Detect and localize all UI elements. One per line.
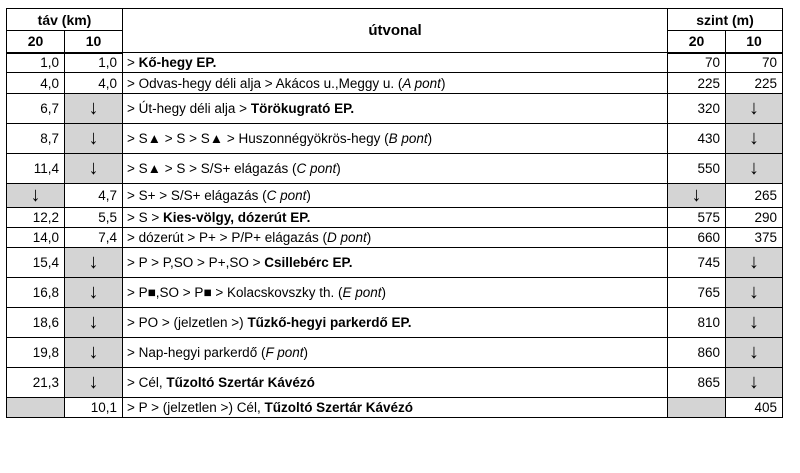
distance-20-cell: 21,3 — [7, 368, 65, 398]
route-checkpoint-label: A pont — [402, 75, 441, 91]
elevation-20-header: 20 — [668, 31, 726, 53]
distance-10-cell: 4,0 — [65, 73, 123, 94]
elevation-10-cell: 225 — [726, 73, 783, 94]
distance-20-header: 20 — [7, 31, 65, 53]
route-checkpoint-label: B pont — [388, 131, 428, 146]
distance-20-cell: 16,8 — [7, 278, 65, 308]
route-text: ) — [306, 188, 311, 203]
route-text: > dózerút > P+ > P/P+ elágazás ( — [127, 230, 328, 245]
elevation-20-cell: ↓ — [668, 184, 726, 208]
elevation-header: szint (m) — [668, 9, 783, 31]
route-text: ) — [440, 75, 446, 91]
elevation-10-cell: ↓ — [726, 124, 783, 154]
route-waypoint-bold: Kő-hegy EP. — [138, 55, 217, 70]
elevation-20-cell: 865 — [668, 368, 726, 398]
route-cell — [123, 73, 668, 94]
distance-20-cell: 19,8 — [7, 338, 65, 368]
table-row — [7, 308, 783, 338]
route-cell — [123, 228, 668, 248]
distance-10-cell: ↓ — [65, 124, 123, 154]
route-text: ) — [427, 131, 433, 146]
distance-10-cell: 5,5 — [65, 208, 123, 228]
distance-10-cell: ↓ — [65, 248, 123, 278]
route-text: > Cél, — [127, 375, 167, 390]
distance-20-cell: 12,2 — [7, 208, 65, 228]
table-row — [7, 398, 783, 418]
route-text: > Nap-hegyi parkerdő ( — [127, 345, 266, 360]
distance-10-header: 10 — [65, 31, 123, 53]
elevation-10-cell: ↓ — [726, 248, 783, 278]
route-waypoint-bold: Tűzkő-hegyi parkerdő EP. — [247, 315, 412, 330]
route-text: > S+ > S/S+ elágazás ( — [127, 188, 267, 203]
table-row — [7, 248, 783, 278]
route-cell — [123, 208, 668, 228]
distance-header: táv (km) — [7, 9, 123, 31]
elevation-10-cell: 290 — [726, 208, 783, 228]
elevation-10-cell: ↓ — [726, 154, 783, 184]
route-text: ) — [303, 345, 308, 360]
distance-20-cell: 15,4 — [7, 248, 65, 278]
distance-10-cell: ↓ — [65, 278, 123, 308]
route-text: > S▲ > S > S▲ > Huszonnégyökrös-hegy ( — [127, 131, 389, 146]
table-row — [7, 124, 783, 154]
elevation-20-cell: 70 — [668, 53, 726, 73]
distance-20-cell: 14,0 — [7, 228, 65, 248]
elevation-20-cell: 810 — [668, 308, 726, 338]
route-table — [6, 8, 783, 418]
elevation-20-cell: 320 — [668, 94, 726, 124]
distance-10-cell: ↓ — [65, 368, 123, 398]
route-header: útvonal — [123, 9, 668, 53]
table-row — [7, 184, 783, 208]
elevation-20-cell — [668, 398, 726, 418]
distance-10-cell: 10,1 — [65, 398, 123, 418]
route-text: > S > — [127, 210, 164, 225]
route-text: ) — [336, 161, 341, 176]
route-checkpoint-label: C pont — [296, 161, 337, 176]
distance-20-cell: 8,7 — [7, 124, 65, 154]
elevation-20-cell: 745 — [668, 248, 726, 278]
route-cell — [123, 154, 668, 184]
route-cell — [123, 53, 668, 73]
table-row — [7, 278, 783, 308]
elevation-20-cell: 225 — [668, 73, 726, 94]
elevation-10-header: 10 — [726, 31, 783, 53]
elevation-20-cell: 765 — [668, 278, 726, 308]
elevation-10-cell: 70 — [726, 53, 783, 73]
table-row — [7, 154, 783, 184]
route-cell — [123, 278, 668, 308]
elevation-20-cell: 550 — [668, 154, 726, 184]
route-text: > P■,SO > P■ > Kolacskovszky th. ( — [127, 285, 343, 300]
distance-10-cell: ↓ — [65, 154, 123, 184]
table-row — [7, 94, 783, 124]
route-cell — [123, 184, 668, 208]
distance-10-cell: ↓ — [65, 308, 123, 338]
route-checkpoint-label: E pont — [342, 285, 382, 300]
table-row — [7, 368, 783, 398]
elevation-10-cell: ↓ — [726, 368, 783, 398]
route-cell — [123, 248, 668, 278]
distance-10-cell: ↓ — [65, 94, 123, 124]
route-cell — [123, 94, 668, 124]
distance-20-cell: 4,0 — [7, 73, 65, 94]
route-cell — [123, 398, 668, 418]
route-cell — [123, 338, 668, 368]
route-cell — [123, 368, 668, 398]
route-waypoint-bold: Tűzoltó Szertár Kávézó — [264, 400, 413, 415]
elevation-20-cell: 860 — [668, 338, 726, 368]
route-cell — [123, 308, 668, 338]
distance-20-cell: 6,7 — [7, 94, 65, 124]
route-waypoint-bold: Kies-völgy, dózerút EP. — [163, 210, 311, 225]
route-text: ) — [381, 285, 387, 300]
route-text: > S▲ > S > S/S+ elágazás ( — [127, 161, 297, 176]
distance-20-cell: 1,0 — [7, 53, 65, 73]
route-checkpoint-label: F pont — [265, 345, 304, 360]
elevation-10-cell: ↓ — [726, 94, 783, 124]
table-row — [7, 338, 783, 368]
distance-20-cell: 18,6 — [7, 308, 65, 338]
route-text: > Út-hegy déli alja > — [127, 101, 251, 116]
route-text: > — [127, 55, 139, 70]
route-text: > PO > (jelzetlen >) — [127, 315, 248, 330]
elevation-10-cell: 405 — [726, 398, 783, 418]
elevation-10-cell: ↓ — [726, 308, 783, 338]
elevation-10-cell: ↓ — [726, 278, 783, 308]
table-row — [7, 208, 783, 228]
route-cell — [123, 124, 668, 154]
route-checkpoint-label: C pont — [266, 188, 307, 203]
distance-20-cell: 11,4 — [7, 154, 65, 184]
route-text: > P > P,SO > P+,SO > — [127, 255, 265, 270]
elevation-10-cell: 375 — [726, 228, 783, 248]
route-checkpoint-label: D pont — [327, 230, 367, 245]
route-waypoint-bold: Törökugrató EP. — [250, 101, 355, 116]
elevation-10-cell: ↓ — [726, 338, 783, 368]
elevation-20-cell: 575 — [668, 208, 726, 228]
elevation-20-cell: 660 — [668, 228, 726, 248]
distance-10-cell: ↓ — [65, 338, 123, 368]
route-text: > P > (jelzetlen >) Cél, — [127, 400, 265, 415]
table-row — [7, 228, 783, 248]
table-row — [7, 73, 783, 94]
distance-20-cell: ↓ — [7, 184, 65, 208]
distance-10-cell: 7,4 — [65, 228, 123, 248]
distance-10-cell: 4,7 — [65, 184, 123, 208]
distance-20-cell — [7, 398, 65, 418]
route-waypoint-bold: Csillebérc EP. — [264, 255, 353, 270]
route-waypoint-bold: Tűzoltó Szertár Kávézó — [166, 375, 315, 390]
elevation-20-cell: 430 — [668, 124, 726, 154]
table-row — [7, 53, 783, 73]
distance-10-cell: 1,0 — [65, 53, 123, 73]
route-text: ) — [366, 230, 372, 245]
route-rows — [7, 53, 783, 418]
elevation-10-cell: 265 — [726, 184, 783, 208]
route-text: > Odvas-hegy déli alja > Akácos u.,Meggy u. ( — [127, 75, 403, 91]
